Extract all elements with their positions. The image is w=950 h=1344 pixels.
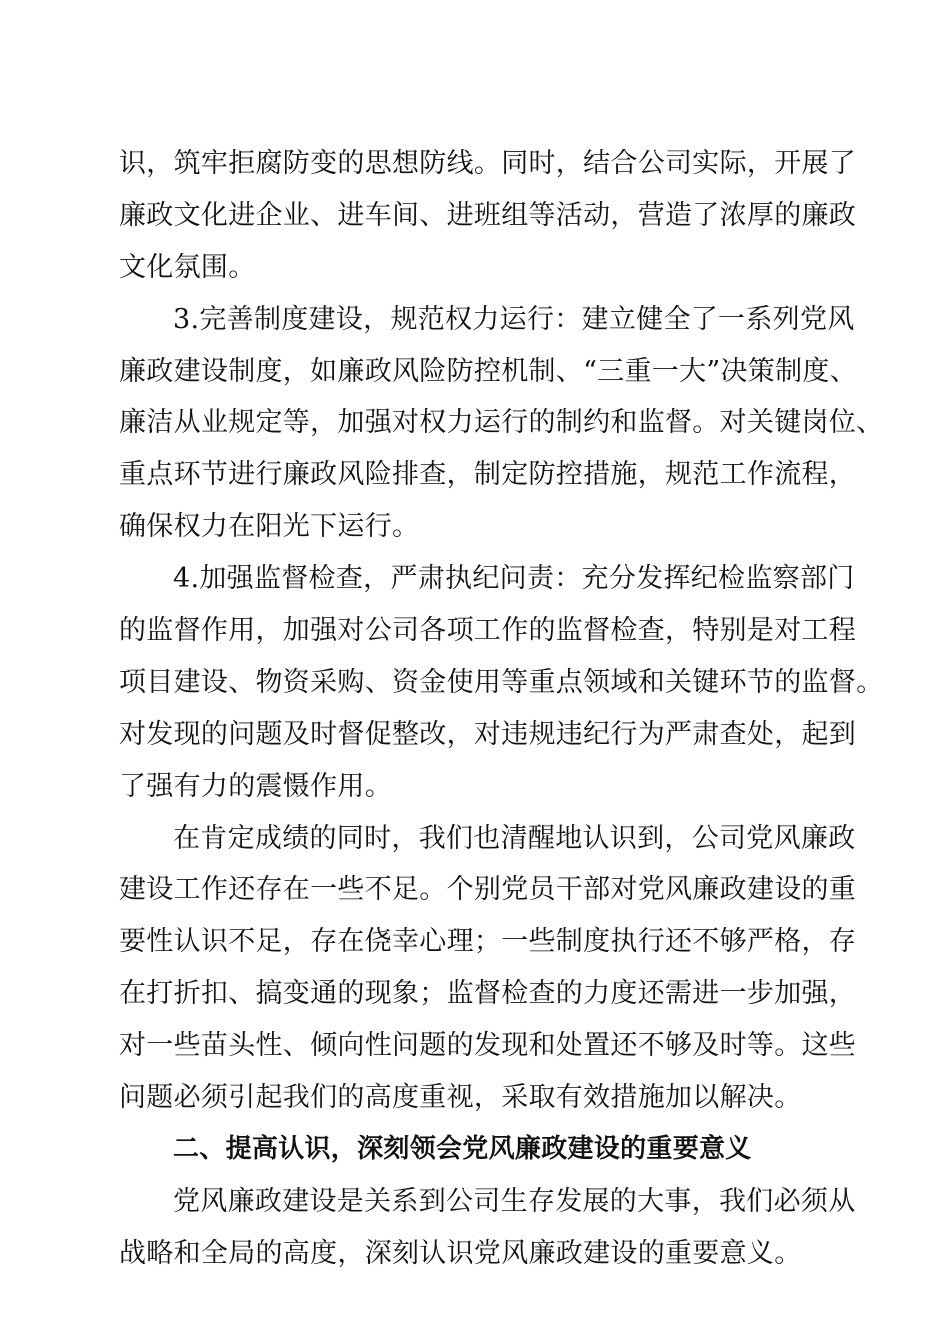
body-text-line: 文化氛围。: [119, 251, 256, 283]
section-heading: 二、提高认识，深刻领会党风廉政建设的重要意义: [173, 1133, 752, 1164]
body-text-line: 确保权力在阳光下运行。: [119, 511, 420, 543]
body-text-line: 了强有力的震慑作用。: [119, 770, 392, 802]
paragraph-start-line: 在肯定成绩的同时，我们也清醒地认识到，公司党风廉政: [173, 822, 856, 854]
body-text-line: 在打折扣、搞变通的现象；监督检查的力度还需进一步加强，: [119, 978, 857, 1010]
body-text-line: 识，筑牢拒腐防变的思想防线。同时，结合公司实际，开展了: [119, 148, 857, 179]
body-text-line: 对一些苗头性、倾向性问题的发现和处置还不够及时等。这些: [119, 1030, 857, 1062]
document-body: [119, 138, 884, 1280]
body-text-line: 重点环节进行廉政风险排查，制定防控措施，规范工作流程，: [119, 459, 857, 491]
paragraph-start-line: 3.完善制度建设，规范权力运行：建立健全了一系列党风: [173, 303, 855, 335]
paragraph-start-line: 4.加强监督检查，严肃执纪问责：充分发挥纪检监察部门: [173, 563, 855, 595]
body-text-line: 项目建设、物资采购、资金使用等重点领域和关键环节的监督。: [119, 666, 884, 698]
body-text-line: 的监督作用，加强对公司各项工作的监督检查，特别是对工程: [119, 615, 857, 647]
body-text-line: 要性认识不足，存在侥幸心理；一些制度执行还不够严格，存: [119, 926, 857, 958]
body-text-line: 问题必须引起我们的高度重视，采取有效措施加以解决。: [119, 1082, 802, 1114]
body-text-line: 战略和全局的高度，深刻认识党风廉政建设的重要意义。: [119, 1237, 802, 1269]
body-text-line: 对发现的问题及时督促整改，对违规违纪行为严肃查处，起到: [119, 718, 857, 750]
paragraph-start-line: 党风廉政建设是关系到公司生存发展的大事，我们必须从: [173, 1185, 856, 1217]
body-text-line: 廉政建设制度，如廉政风险防控机制、“三重一大”决策制度、: [119, 355, 858, 387]
body-text-line: 建设工作还存在一些不足。个别党员干部对党风廉政建设的重: [119, 874, 857, 906]
body-text-line: 廉政文化进企业、进车间、进班组等活动，营造了浓厚的廉政: [119, 199, 857, 231]
body-text-line: 廉洁从业规定等，加强对权力运行的制约和监督。对关键岗位、: [119, 407, 884, 439]
